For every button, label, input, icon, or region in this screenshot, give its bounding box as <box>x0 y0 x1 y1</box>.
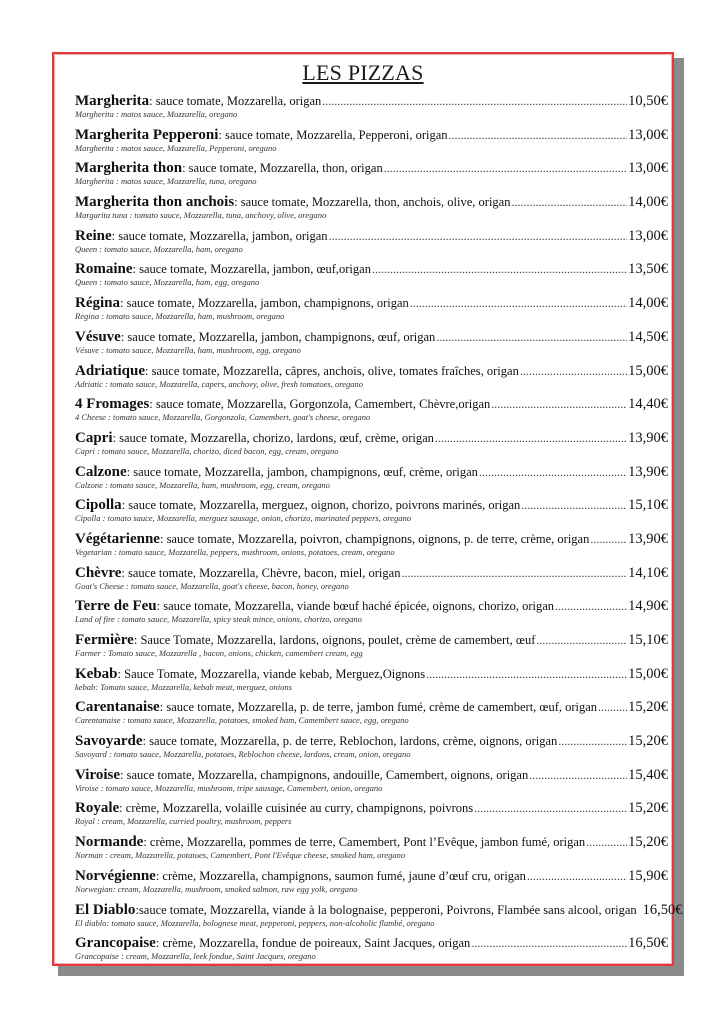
pizza-item <box>75 766 668 800</box>
pizza-translation: Land of fire : tomato sauce, Mozzarella, spicy steak mince, onions, chorizo, oregano <box>75 614 362 625</box>
dot-leader <box>598 698 627 716</box>
pizza-item <box>75 362 668 396</box>
pizza-translation: Calzone : tomato sauce, Mozzarella, ham, mushroom, egg, cream, oregano <box>75 479 330 490</box>
pizza-item <box>75 530 668 564</box>
pizza-item <box>75 260 668 294</box>
pizza-line <box>75 159 668 177</box>
pizza-line <box>75 193 668 211</box>
pizza-translation: Regina : tomato sauce, Mozzarella, ham, mushroom, oregano <box>75 311 285 322</box>
pizza-name: Margherita thon anchois <box>75 194 235 211</box>
pizza-ingredients: : sauce tomate, Mozzarella, thon, anchois, olive, origan <box>234 195 511 210</box>
dot-leader <box>449 126 628 144</box>
pizza-item <box>75 92 668 126</box>
pizza-ingredients: :sauce tomate, Mozzarella, viande à la bolognaise, pepperoni, Poivrons, Flambée sans alcool, origan <box>135 902 637 917</box>
pizza-item <box>75 328 668 362</box>
dot-leader <box>479 463 627 481</box>
pizza-translation: Queen : tomato sauce, Mozzarella, ham, egg, oregano <box>75 277 260 288</box>
pizza-line <box>75 665 668 683</box>
pizza-price: 15,20€ <box>628 800 668 817</box>
pizza-line <box>75 294 668 312</box>
pizza-line <box>75 429 668 447</box>
pizza-name: Kebab <box>75 665 118 682</box>
pizza-ingredients: : Sauce Tomate, Mozzarella, lardons, oignons, poulet, crème de camembert, œuf <box>133 633 536 647</box>
pizza-translation: Farmer : Tomato sauce, Mozzarella , bacon, onions, chicken, camembert cream, egg <box>75 648 363 658</box>
pizza-ingredients: : sauce tomate, Mozzarella, champignons, andouille, Camembert, oignons, origan <box>120 767 529 782</box>
pizza-price: 14,00€ <box>628 295 668 312</box>
pizza-item <box>75 732 668 766</box>
pizza-ingredients: : sauce tomate, Mozzarella, p. de terre, Reblochon, lardons, crème, oignons, origan <box>142 734 558 749</box>
pizza-ingredients: : sauce tomate, Mozzarella, viande bœuf haché épicée, oignons, chorizo, origan <box>156 599 555 614</box>
pizza-price: 16,50€ <box>642 901 683 918</box>
pizza-line <box>75 260 668 278</box>
pizza-price: 13,00€ <box>628 160 668 177</box>
pizza-line <box>75 799 668 817</box>
pizza-ingredients: : sauce tomate, Mozzarella, merguez, oignon, chorizo, poivrons marinés, origan <box>121 498 521 513</box>
pizza-translation: 4 Cheese : tomato sauce, Mozzarella, Gorgonzola, Camembert, goat's cheese, oregano <box>75 412 371 423</box>
pizza-name: Margherita <box>75 93 150 109</box>
pizza-line <box>75 732 668 750</box>
pizza-item <box>75 463 668 497</box>
pizza-price: 13,00€ <box>628 126 668 143</box>
pizza-list <box>75 92 683 968</box>
pizza-ingredients: : sauce tomate, Mozzarella, Pepperoni, origan <box>218 127 448 142</box>
pizza-name: Margherita Pepperoni <box>75 126 219 143</box>
pizza-price: 15,20€ <box>628 733 668 750</box>
pizza-price: 10,50€ <box>628 93 668 109</box>
pizza-ingredients: : sauce tomate, Mozzarella, poivron, champignons, oignons, p. de terre, crème, origan <box>159 531 590 546</box>
pizza-name: Margherita thon <box>75 160 183 177</box>
dot-leader <box>384 159 627 177</box>
pizza-name: Grancopaise <box>75 935 156 952</box>
pizza-line <box>75 698 668 716</box>
dot-leader <box>590 530 627 548</box>
pizza-ingredients: : Sauce Tomate, Mozzarella, viande kebab, Merguez,Oignons <box>117 666 426 681</box>
pizza-item <box>75 564 668 598</box>
pizza-translation: Viroise : tomato sauce, Mozzarella, mushroom, tripe sausage, Camembert, onion, oregano <box>75 782 383 793</box>
dot-leader <box>329 227 628 245</box>
pizza-translation: Grancopaise : cream, Mozzarella, leek fondue, Saint Jacques, oregano <box>75 951 316 962</box>
pizza-ingredients: : sauce tomate, Mozzarella, jambon, champignons, origan <box>120 296 409 311</box>
pizza-price: 14,50€ <box>628 328 668 345</box>
dot-leader <box>436 328 627 346</box>
pizza-item <box>75 227 668 261</box>
pizza-translation: Margherita : matos sauce, Mozzarella, Pepperoni, oregano <box>75 142 277 153</box>
pizza-item <box>75 496 668 530</box>
pizza-line <box>75 901 683 919</box>
pizza-name: Normande <box>75 834 144 851</box>
pizza-price: 13,90€ <box>628 429 668 446</box>
pizza-item <box>75 597 668 631</box>
pizza-item <box>75 631 668 665</box>
pizza-item <box>75 901 683 935</box>
dot-leader <box>529 766 627 784</box>
pizza-translation: Vésuve : tomato sauce, Mozzarella, ham, mushroom, egg, oregano <box>75 344 301 355</box>
pizza-translation: Norman : cream, Mozzarella, potatoes, Camembert, Pont l'Evêque cheese, smoked ham, oregano <box>75 850 406 861</box>
pizza-price: 15,20€ <box>628 699 668 716</box>
pizza-price: 16,50€ <box>628 935 668 952</box>
pizza-line <box>75 362 668 380</box>
pizza-price: 15,10€ <box>628 632 668 648</box>
dot-leader <box>520 362 627 380</box>
pizza-translation: Capri : tomato sauce, Mozzarella, chorizo, diced bacon, egg, cream, oregano <box>75 445 339 456</box>
menu-title: LES PIZZAS <box>302 60 424 85</box>
dot-leader <box>536 631 627 649</box>
pizza-translation: Margherita : matos sauce, Mozzarella, oregano <box>75 109 238 119</box>
pizza-item <box>75 193 668 227</box>
pizza-name: Carentanaise <box>75 699 160 716</box>
pizza-ingredients: : sauce tomate, Mozzarella, jambon, champignons, œuf, origan <box>120 329 436 344</box>
pizza-name: Romaine <box>75 261 133 278</box>
pizza-item <box>75 867 668 901</box>
pizza-ingredients: : sauce tomate, Mozzarella, origan <box>149 94 322 108</box>
dot-leader <box>435 429 627 447</box>
pizza-line <box>75 631 668 649</box>
pizza-ingredients: : sauce tomate, Mozzarella, chorizo, lardons, œuf, crème, origan <box>112 430 434 445</box>
pizza-price: 15,00€ <box>628 665 668 682</box>
dot-leader <box>558 732 627 750</box>
pizza-ingredients: : crème, Mozzarella, champignons, saumon fumé, jaune d’œuf cru, origan <box>155 868 526 883</box>
pizza-item <box>75 294 668 328</box>
pizza-price: 13,90€ <box>628 463 668 480</box>
dot-leader <box>586 833 627 851</box>
pizza-translation: El diablo: tomato sauce, Mozzarella, bolognese meat, pepperoni, peppers, non-alcoholic flambé, oregano <box>75 917 435 928</box>
pizza-name: Reine <box>75 227 112 244</box>
pizza-translation: Margherita : matos sauce, Mozzarella, tuna, oregano <box>75 176 257 187</box>
pizza-translation: Queen : tomato sauce, Mozzarella, ham, oregano <box>75 243 243 254</box>
pizza-ingredients: : sauce tomate, Mozzarella, câpres, anchois, olive, tomates fraîches, origan <box>145 363 519 378</box>
pizza-name: Viroise <box>75 766 120 783</box>
pizza-translation: Margarita tuna : tomato sauce, Mozzarella, tuna, anchovy, olive, oregano <box>75 210 327 221</box>
pizza-translation: Carentanaise : tomato sauce, Mozzarella, potatoes, smoked ham, Camembert sauce, egg, oregano <box>75 715 409 726</box>
pizza-translation: Norwegian: cream, Mozzarella, mushroom, smoked salmon, raw egg yolk, oregano <box>75 883 358 894</box>
pizza-name: Végétarienne <box>75 530 160 547</box>
pizza-ingredients: : sauce tomate, Mozzarella, jambon, œuf,origan <box>132 262 371 277</box>
pizza-ingredients: : crème, Mozzarella, fondue de poireaux, Saint Jacques, origan <box>155 936 471 951</box>
pizza-translation: Adriatic : tomato sauce, Mozzarella, capers, anchovy, olive, fresh tomatoes, oregano <box>75 378 364 389</box>
pizza-price: 15,40€ <box>628 766 668 783</box>
pizza-item <box>75 934 668 968</box>
pizza-ingredients: : sauce tomate, Mozzarella, Gorgonzola, Camembert, Chèvre,origan <box>149 397 491 412</box>
pizza-item <box>75 395 668 429</box>
pizza-name: 4 Fromages <box>75 396 150 413</box>
pizza-name: Capri <box>75 429 113 446</box>
pizza-line <box>75 395 668 413</box>
pizza-price: 14,10€ <box>628 564 668 581</box>
dot-leader <box>521 496 627 514</box>
pizza-price: 14,90€ <box>628 598 668 615</box>
pizza-name: El Diablo <box>75 901 136 918</box>
menu-frame <box>52 52 683 966</box>
pizza-line <box>75 463 668 481</box>
pizza-price: 15,20€ <box>628 834 668 851</box>
pizza-name: Régina <box>75 295 120 312</box>
pizza-line <box>75 564 668 582</box>
pizza-translation: kebab: Tomato sauce, Mozzarella, kebab meat, merguez, onions <box>75 681 292 692</box>
pizza-price: 14,00€ <box>628 194 668 211</box>
dot-leader <box>401 564 627 582</box>
pizza-price: 15,00€ <box>628 362 668 379</box>
pizza-translation: Royal : cream, Mozzarella, curried poultry, mushroom, peppers <box>75 816 292 827</box>
pizza-ingredients: : sauce tomate, Mozzarella, p. de terre, jambon fumé, crème de camembert, œuf, origan <box>159 700 598 715</box>
pizza-translation: Savoyard : tomato sauce, Mozzarella, potatoes, Reblochon cheese, lardons, cream, onion, oregano <box>75 749 411 760</box>
pizza-ingredients: : sauce tomate, Mozzarella, jambon, champignons, œuf, crème, origan <box>126 464 478 479</box>
pizza-line <box>75 597 668 615</box>
pizza-price: 13,50€ <box>628 261 668 278</box>
pizza-ingredients: : sauce tomate, Mozzarella, Chèvre, bacon, miel, origan <box>121 565 401 580</box>
pizza-ingredients: : sauce tomate, Mozzarella, thon, origan <box>182 161 383 176</box>
pizza-name: Cipolla <box>75 497 122 514</box>
pizza-name: Calzone <box>75 463 127 480</box>
dot-leader <box>511 193 627 211</box>
pizza-ingredients: : crème, Mozzarella, volaille cuisinée au curry, champignons, poivrons <box>119 801 474 816</box>
pizza-price: 15,10€ <box>628 497 668 514</box>
pizza-line <box>75 530 668 548</box>
pizza-ingredients: : crème, Mozzarella, pommes de terre, Camembert, Pont l’Evêque, jambon fumé, origan <box>143 835 586 850</box>
pizza-line <box>75 227 668 245</box>
pizza-name: Royale <box>75 800 120 817</box>
pizza-name: Chèvre <box>75 564 122 581</box>
pizza-name: Fermière <box>75 632 134 648</box>
pizza-price: 13,00€ <box>628 227 668 244</box>
pizza-line <box>75 92 668 110</box>
dot-leader <box>491 395 627 413</box>
dot-leader <box>471 934 627 952</box>
pizza-name: Vésuve <box>75 328 121 345</box>
pizza-name: Terre de Feu <box>75 598 157 615</box>
pizza-item <box>75 833 668 867</box>
pizza-name: Adriatique <box>75 362 146 379</box>
pizza-line <box>75 766 668 784</box>
pizza-price: 13,90€ <box>628 530 668 547</box>
pizza-line <box>75 496 668 514</box>
pizza-line <box>75 328 668 346</box>
pizza-item <box>75 799 668 833</box>
dot-leader <box>322 92 627 110</box>
pizza-ingredients: : sauce tomate, Mozzarella, jambon, origan <box>111 228 328 243</box>
pizza-translation: Cipolla : tomato sauce, Mozzarella, merguez sausage, onion, chorizo, marinated peppers, oregano <box>75 513 411 524</box>
dot-leader <box>372 260 627 278</box>
pizza-name: Savoyarde <box>75 733 143 750</box>
pizza-line <box>75 833 668 851</box>
dot-leader <box>426 665 627 683</box>
pizza-item <box>75 159 668 193</box>
pizza-name: Norvégienne <box>75 867 156 884</box>
dot-leader <box>527 867 627 885</box>
pizza-item <box>75 429 668 463</box>
pizza-line <box>75 934 668 952</box>
pizza-item <box>75 698 668 732</box>
pizza-item <box>75 126 668 160</box>
pizza-line <box>75 867 668 885</box>
pizza-item <box>75 665 668 699</box>
pizza-price: 15,90€ <box>628 867 668 884</box>
dot-leader <box>474 799 627 817</box>
pizza-line <box>75 126 668 144</box>
pizza-translation: Goat's Cheese : tomato sauce, Mozzarella, goat's cheese, bacon, honey, oregano <box>75 580 349 591</box>
dot-leader <box>410 294 627 312</box>
pizza-price: 14,40€ <box>628 396 668 413</box>
pizza-translation: Vegetarian : tomato sauce, Mozzarella, peppers, mushroom, onions, potatoes, cream, oregano <box>75 546 395 557</box>
dot-leader <box>555 597 627 615</box>
